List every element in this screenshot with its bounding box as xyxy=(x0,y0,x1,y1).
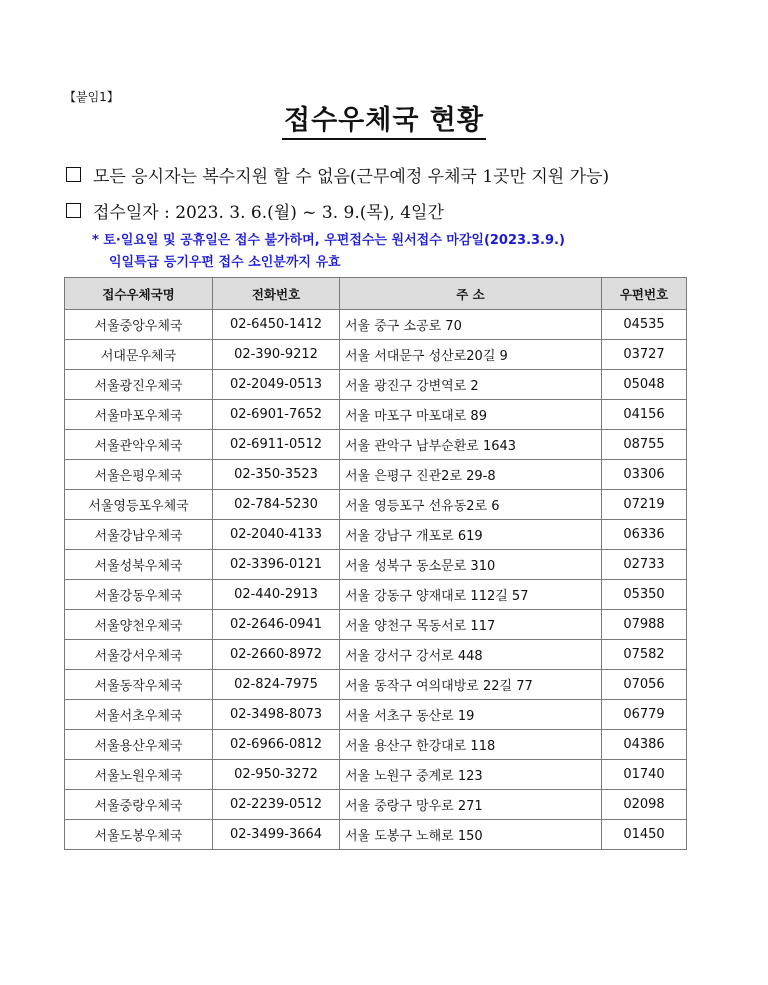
header-address: 주 소 xyxy=(340,278,602,310)
office-name-cell: 서울영등포우체국 xyxy=(65,490,213,520)
bullet-item xyxy=(66,198,444,223)
attachment-label: 【붙임1】 xyxy=(64,90,119,104)
office-name-cell: 서울성북우체국 xyxy=(65,550,213,580)
address-cell: 서울 노원구 중계로 123 xyxy=(340,760,602,790)
address-cell: 서울 강서구 강서로 448 xyxy=(340,640,602,670)
postal-code-cell: 05350 xyxy=(602,580,687,610)
office-name-cell: 서울양천우체국 xyxy=(65,610,213,640)
office-name-cell: 서울중앙우체국 xyxy=(65,310,213,340)
table-row xyxy=(65,430,687,460)
address-cell: 서울 성북구 동소문로 310 xyxy=(340,550,602,580)
table-row xyxy=(65,700,687,730)
notice-line: * 토·일요일 및 공휴일은 접수 불가하며, 우편접수는 원서접수 마감일(2023.3.9.) xyxy=(92,233,565,248)
post-office-table xyxy=(64,277,687,850)
table-row xyxy=(65,610,687,640)
table-row xyxy=(65,550,687,580)
phone-cell: 02-2646-0941 xyxy=(213,610,340,640)
office-name-cell: 서울노원우체국 xyxy=(65,760,213,790)
address-cell: 서울 강동구 양재대로 112길 57 xyxy=(340,580,602,610)
bullet-item xyxy=(66,162,609,187)
title-wrap xyxy=(0,104,768,140)
office-name-cell: 서울관악우체국 xyxy=(65,430,213,460)
postal-code-cell: 06336 xyxy=(602,520,687,550)
postal-code-cell: 04535 xyxy=(602,310,687,340)
table-row xyxy=(65,490,687,520)
office-name-cell: 서울중랑우체국 xyxy=(65,790,213,820)
office-name-cell: 서울강남우체국 xyxy=(65,520,213,550)
table-row xyxy=(65,520,687,550)
table-body xyxy=(65,310,687,850)
bullet-text: 모든 응시자는 복수지원 할 수 없음(근무예정 우체국 1곳만 지원 가능) xyxy=(93,167,610,187)
table-header-row xyxy=(65,278,687,310)
table-row xyxy=(65,640,687,670)
postal-code-cell: 04156 xyxy=(602,400,687,430)
postal-code-cell: 05048 xyxy=(602,370,687,400)
address-cell: 서울 도봉구 노해로 150 xyxy=(340,820,602,850)
office-name-cell: 서울용산우체국 xyxy=(65,730,213,760)
phone-cell: 02-6450-1412 xyxy=(213,310,340,340)
postal-code-cell: 07056 xyxy=(602,670,687,700)
phone-cell: 02-2660-8972 xyxy=(213,640,340,670)
postal-code-cell: 01450 xyxy=(602,820,687,850)
header-postal-code: 우편번호 xyxy=(602,278,687,310)
office-name-cell: 서울마포우체국 xyxy=(65,400,213,430)
page-title: 접수우체국 현황 xyxy=(282,104,486,140)
table-row xyxy=(65,400,687,430)
address-cell: 서울 은평구 진관2로 29-8 xyxy=(340,460,602,490)
checkbox-bullet-icon xyxy=(66,203,81,218)
notice-line: 익일특급 등기우편 접수 소인분까지 유효 xyxy=(109,255,341,270)
address-cell: 서울 용산구 한강대로 118 xyxy=(340,730,602,760)
office-name-cell: 서울동작우체국 xyxy=(65,670,213,700)
postal-code-cell: 01740 xyxy=(602,760,687,790)
phone-cell: 02-3499-3664 xyxy=(213,820,340,850)
office-name-cell: 서울강동우체국 xyxy=(65,580,213,610)
notice xyxy=(92,230,565,274)
phone-cell: 02-6901-7652 xyxy=(213,400,340,430)
postal-code-cell: 03306 xyxy=(602,460,687,490)
phone-cell: 02-440-2913 xyxy=(213,580,340,610)
phone-cell: 02-2239-0512 xyxy=(213,790,340,820)
address-cell: 서울 서초구 동산로 19 xyxy=(340,700,602,730)
postal-code-cell: 07988 xyxy=(602,610,687,640)
table-row xyxy=(65,790,687,820)
postal-code-cell: 06779 xyxy=(602,700,687,730)
table-row xyxy=(65,340,687,370)
header-office-name: 접수우체국명 xyxy=(65,278,213,310)
table-row xyxy=(65,730,687,760)
address-cell: 서울 관악구 남부순환로 1643 xyxy=(340,430,602,460)
bullet-text: 접수일자 : 2023. 3. 6.(월) ~ 3. 9.(목), 4일간 xyxy=(93,203,444,223)
address-cell: 서울 강남구 개포로 619 xyxy=(340,520,602,550)
phone-cell: 02-6911-0512 xyxy=(213,430,340,460)
phone-cell: 02-2040-4133 xyxy=(213,520,340,550)
table-row xyxy=(65,820,687,850)
address-cell: 서울 서대문구 성산로20길 9 xyxy=(340,340,602,370)
office-name-cell: 서울도봉우체국 xyxy=(65,820,213,850)
phone-cell: 02-350-3523 xyxy=(213,460,340,490)
address-cell: 서울 중구 소공로 70 xyxy=(340,310,602,340)
office-name-cell: 서울강서우체국 xyxy=(65,640,213,670)
address-cell: 서울 동작구 여의대방로 22길 77 xyxy=(340,670,602,700)
phone-cell: 02-3396-0121 xyxy=(213,550,340,580)
phone-cell: 02-3498-8073 xyxy=(213,700,340,730)
postal-code-cell: 02733 xyxy=(602,550,687,580)
address-cell: 서울 광진구 강변역로 2 xyxy=(340,370,602,400)
postal-code-cell: 02098 xyxy=(602,790,687,820)
table-row xyxy=(65,760,687,790)
address-cell: 서울 영등포구 선유동2로 6 xyxy=(340,490,602,520)
phone-cell: 02-824-7975 xyxy=(213,670,340,700)
office-name-cell: 서울은평우체국 xyxy=(65,460,213,490)
phone-cell: 02-784-5230 xyxy=(213,490,340,520)
phone-cell: 02-2049-0513 xyxy=(213,370,340,400)
checkbox-bullet-icon xyxy=(66,167,81,182)
header-phone: 전화번호 xyxy=(213,278,340,310)
office-name-cell: 서대문우체국 xyxy=(65,340,213,370)
postal-code-cell: 07219 xyxy=(602,490,687,520)
table-row xyxy=(65,370,687,400)
table-row xyxy=(65,310,687,340)
address-cell: 서울 중랑구 망우로 271 xyxy=(340,790,602,820)
postal-code-cell: 04386 xyxy=(602,730,687,760)
phone-cell: 02-6966-0812 xyxy=(213,730,340,760)
table-row xyxy=(65,670,687,700)
address-cell: 서울 마포구 마포대로 89 xyxy=(340,400,602,430)
phone-cell: 02-950-3272 xyxy=(213,760,340,790)
office-name-cell: 서울광진우체국 xyxy=(65,370,213,400)
address-cell: 서울 양천구 목동서로 117 xyxy=(340,610,602,640)
postal-code-cell: 07582 xyxy=(602,640,687,670)
phone-cell: 02-390-9212 xyxy=(213,340,340,370)
table-row xyxy=(65,580,687,610)
table-row xyxy=(65,460,687,490)
postal-code-cell: 08755 xyxy=(602,430,687,460)
postal-code-cell: 03727 xyxy=(602,340,687,370)
office-name-cell: 서울서초우체국 xyxy=(65,700,213,730)
